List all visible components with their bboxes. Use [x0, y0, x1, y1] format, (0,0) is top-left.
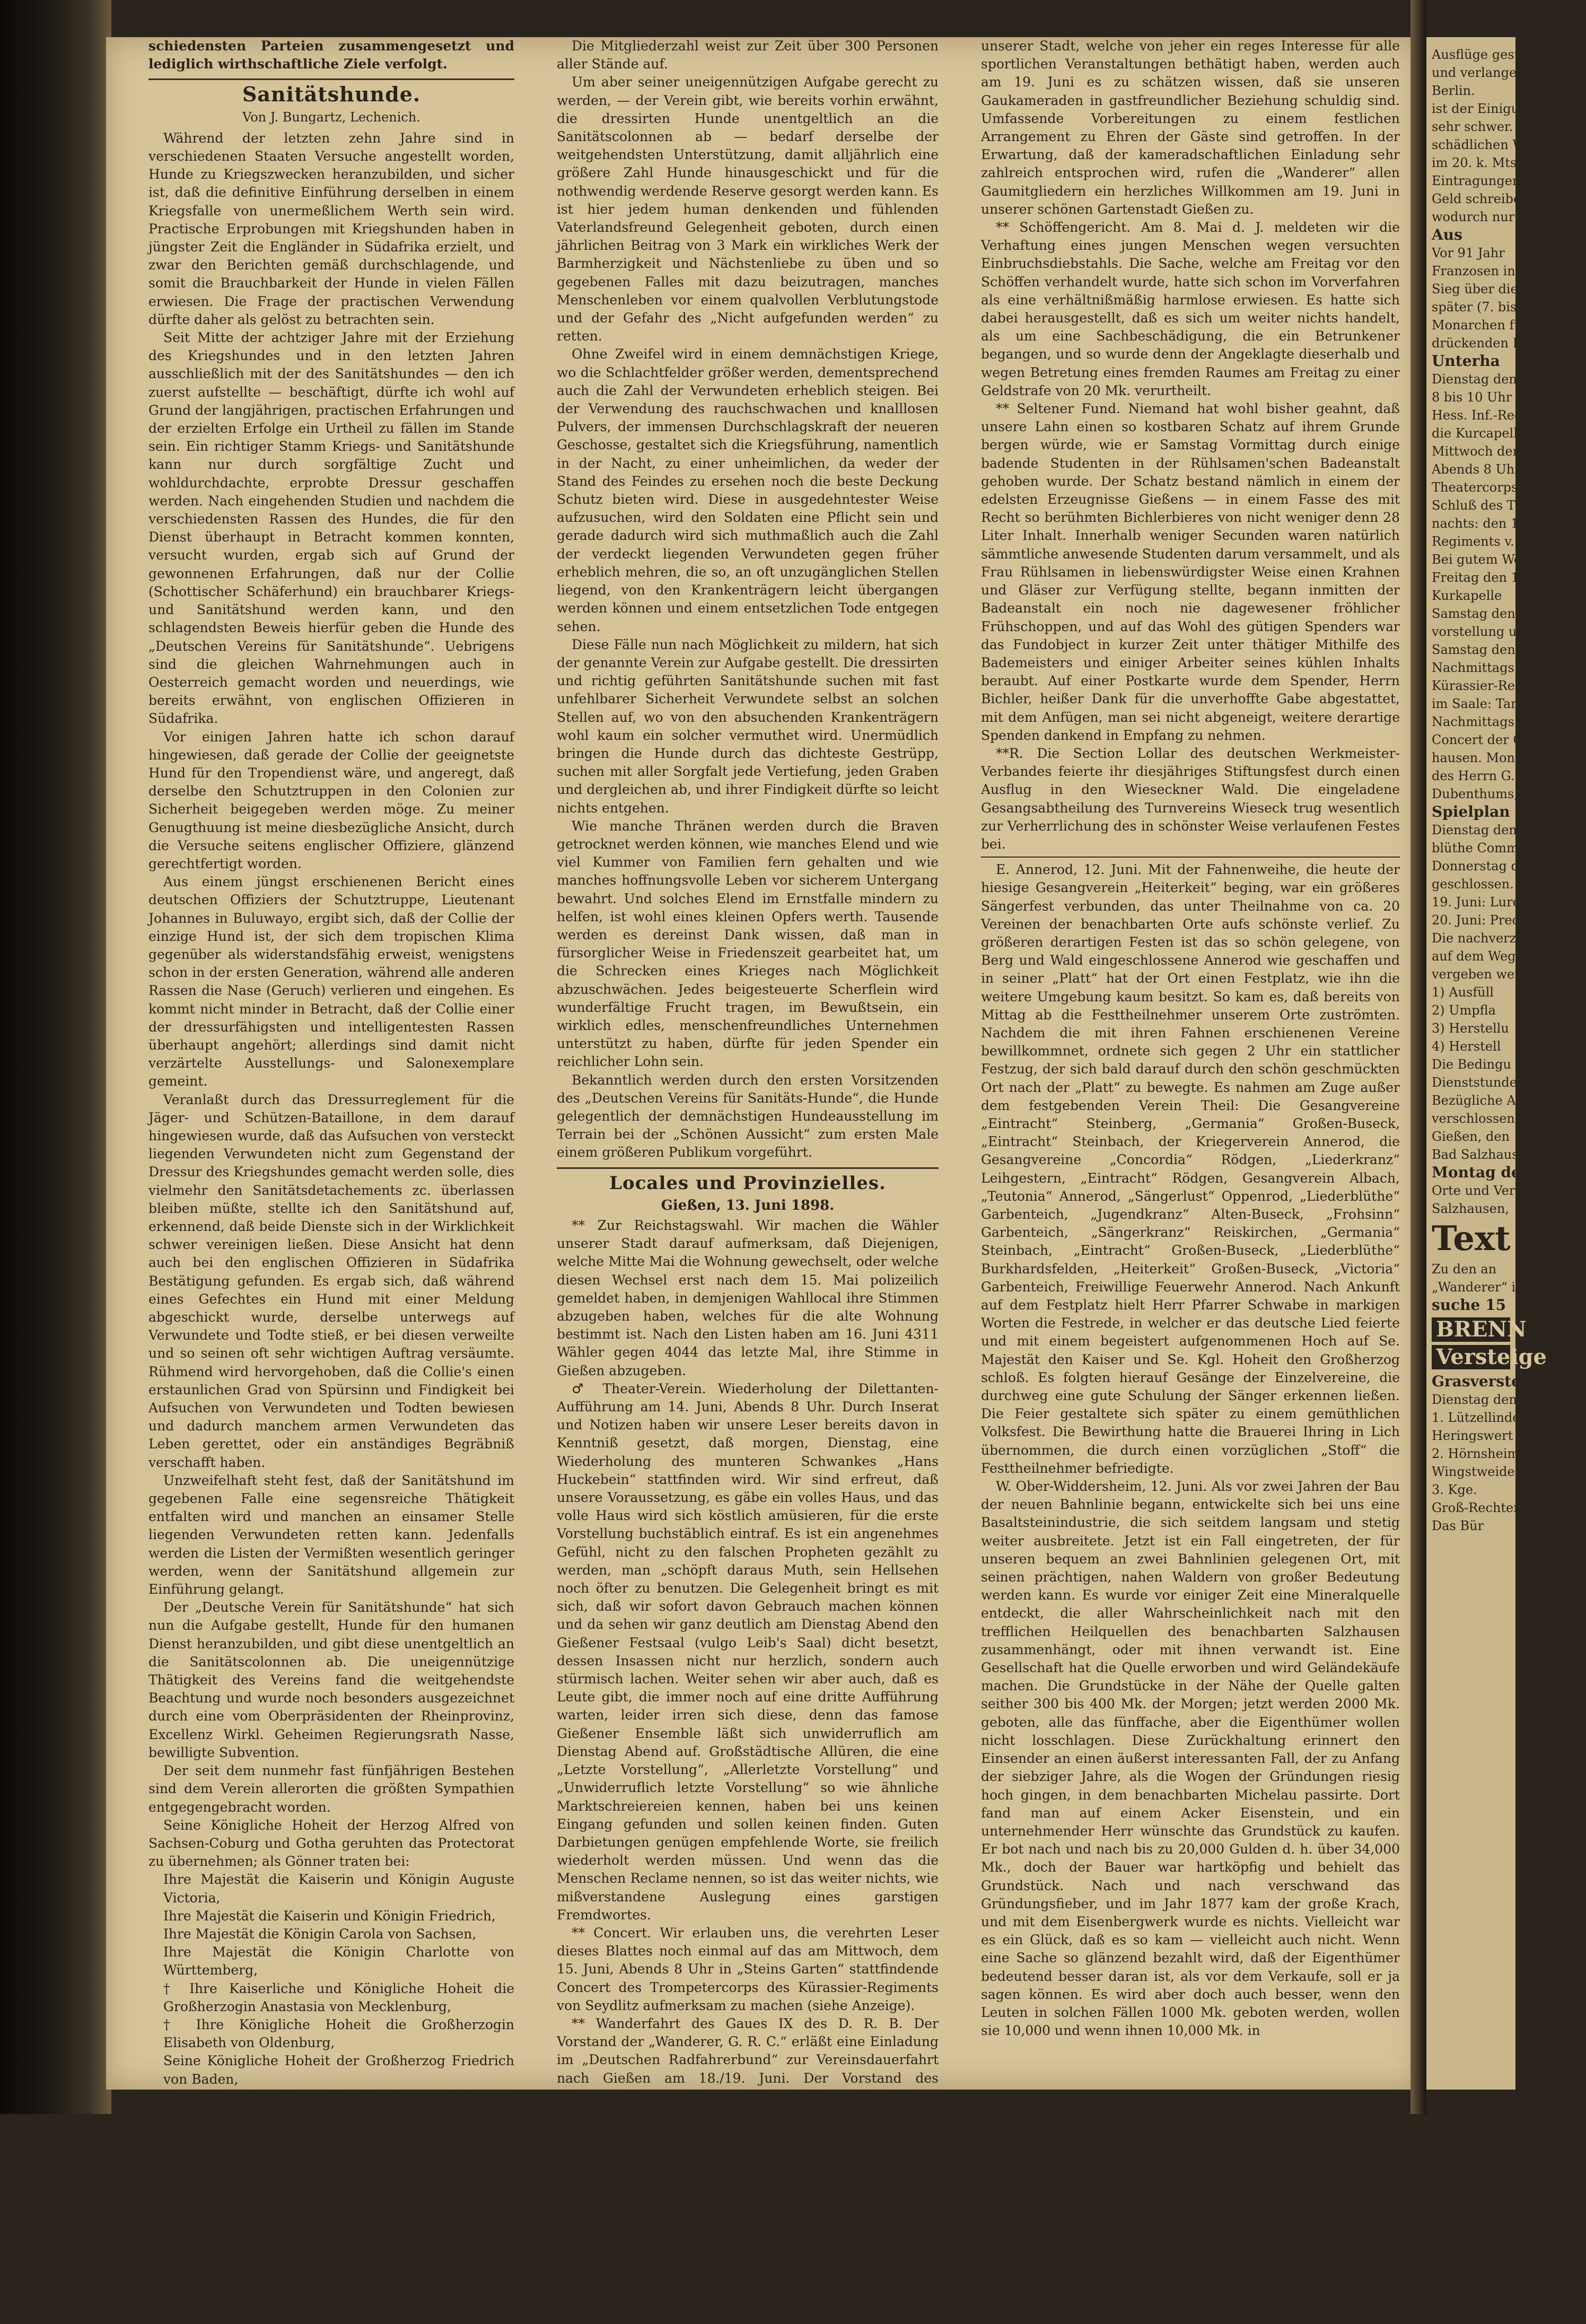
edge-line: Hess. Inf.-Regts.: [1432, 408, 1538, 423]
edge-line: Die nachverz: [1432, 931, 1517, 946]
edge-text-block: [1426, 37, 1586, 1543]
edge-line: Gießen, den: [1432, 1129, 1510, 1144]
news-item: **R. Die Section Lollar des deutschen Werkmeister-Verbandes feierte ihr diesjähriges Stiftungsfest durch einen Ausflug in den Wieseckner Wald. Die eingeladene Gesangsabtheilung des Turnvereins Wieseck trug wesentlich zur Verherrlichung des in schönster Weise verlaufenen Festes bei.: [981, 745, 1400, 852]
edge-ad-banner: BRENN: [1432, 1317, 1510, 1342]
article-paragraph: Diese Fälle nun nach Möglichkeit zu mildern, hat sich der genannte Verein zur Aufgabe gestellt. Die dressirten und richtig geführten Sanitätshunde suchen mit fast unfehlbarer Sicherheit Verwundete selbst an solchen Stellen auf, wo von den absuchenden Krankenträgern wohl kaum ein solcher vermuthet wird. Unermüdlich bringen die Hunde durch das dichteste Gestrüpp, suchen mit aller Sorgfalt jede Vertiefung, jeden Graben und dergleichen ab, und ihrer Findigkeit dürfte so leicht nichts entgehen.: [557, 636, 939, 816]
edge-line: 1. Lützellinden,: [1432, 1410, 1532, 1425]
edge-line: ist der Einigung: [1432, 101, 1536, 116]
edge-ad-banner: Versteige: [1432, 1345, 1510, 1369]
edge-large-heading: Text: [1432, 1219, 1511, 1259]
edge-line: Dienstag den: [1432, 372, 1517, 387]
edge-line: Regiments v. Seyd: [1432, 534, 1550, 549]
edge-line: Groß-Rechtenbach: [1432, 1500, 1553, 1515]
edge-line: Salzhausen,: [1432, 1201, 1509, 1216]
edge-line: Dienstag den: [1432, 1392, 1517, 1407]
newspaper-page: [106, 37, 1421, 2323]
news-item: ** Schöffengericht. Am 8. Mai d. J. meldeten wir die Verhaftung eines jungen Menschen wegen versuchten Einbruchsdiebstahls. Die Sache, welche am Freitag vor den Schöffen verhandelt wurde, hatte sich schon im Vorverfahren als eine verhältnißmäßig harmlose erwiesen. Es hatte sich dabei herausgestellt, daß es sich um weiter nichts handelt, als um eine Sachbeschädigung, die ein Betrunkener begangen, und so wurde denn der Angeklagte dieserhalb und wegen Betretung eines fremden Raumes am Freitag zu einer Geldstrafe von 20 Mk. verurtheilt.: [981, 220, 1400, 398]
article-paragraph: Während der letzten zehn Jahre sind in verschiedenen Staaten Versuche angestellt worden, Hunde zu Kriegszwecken heranzubilden, und sicher ist, daß die definitive Einführung derselben in einem Kriegsfalle von unermeßlichem Werth sein wird. Practische Erprobungen mit Kriegshunden haben in jüngster Zeit die Engländer in Südafrika erzielt, und zwar den Berichten gemäß durchschlagende, und somit die Brauchbarkeit der Hunde in vielen Fällen erwiesen. Die Frage der practischen Verwendung dürfte daher als gelöst zu betrachten sein.: [148, 130, 514, 327]
list-item: Seine Hoheit der Herzog Georg II. von Sachsen-Meiningen,: [163, 2198, 514, 2232]
news-item: ** Concert. Wir erlauben uns, die verehrten Leser dieses Blattes noch einmal auf das am Mittwoch, dem 15. Juni, Abends 8 Uhr in „Steins Garten“ stattfindende Concert des Trompetercorps des Kürassier-Regiments von Seydlitz aufmerksam zu machen (siehe Anzeige).: [557, 1925, 939, 2013]
edge-line: vergeben werden, u: [1432, 967, 1561, 982]
edge-line: schädlichen Weinvert: [1432, 137, 1571, 152]
edge-line: Concert der Capelle: [1432, 732, 1562, 747]
edge-heading: Spielplan der: [1432, 803, 1543, 820]
list-item: Ihre Majestät die Königin Carola von Sachsen,: [163, 1926, 477, 1942]
edge-line: 19. Juni: Lurez: [1432, 895, 1527, 910]
edge-line: verschlossen und mit: [1432, 1111, 1569, 1126]
list-item: Seine Königliche Hoheit der Prinzregent Albrecht von Braunschweig,: [163, 2126, 514, 2160]
edge-line: drückenden Beding: [1432, 336, 1558, 351]
list-item: Seine Hoheit der Herzog Ernst von Sachsen-Altenburg,: [163, 2162, 514, 2196]
edge-line: Sieg über die Ver: [1432, 282, 1544, 296]
edge-line: 2. Hörnsheim,: [1432, 1446, 1523, 1461]
edge-line: 2) Umpfla: [1432, 1003, 1496, 1018]
edge-line: Donnerstag den 16: [1432, 859, 1555, 873]
article-paragraph: Veranlaßt durch das Dressurreglement für die Jäger- und Schützen-Bataillone, in dem darauf hingewiesen wurde, daß das Aufsuchen von versteckt liegenden Verwundeten nicht zum Gegenstand der Dressur des Kriegshundes gemacht werden solle, dies vielmehr den Sanitätsdetachements zc. überlassen bleiben müßte, stellte ich den Sanitätshund auf, erkennend, daß beide Dienste sich in der Wirklichkeit schwer vereinigen ließen. Diese Ansicht hat denn auch bei den englischen Offizieren in Südafrika Bestätigung gefunden. Es ergab sich, daß während eines Gefechtes ein Hund mit einer Meldung abgeschickt wurde, derselbe unterwegs auf Verwundete und Todte stieß, er bei diesen verweilte und so seinen oft sehr wichtigen Auftrag versäumte. Rühmend wird hervorgehoben, daß die Collie's einen erstaunlichen Grad von Spürsinn und Findigkeit bei Aufsuchen von Verwundeten und Todten bewiesen und dadurch manchem armen Verwundeten das Leben gerettet, oder ein anständiges Begräbniß verschafft haben.: [148, 1091, 514, 1470]
list-item: Seine Durchlaucht Fürst zu Wied, Kaiserlicher Commissar und Militär-Inspecteur der Vereine zur Pflege im Felde verwundeter und erkrankter Krieger.: [163, 2252, 514, 2323]
list-item: † Ihre Königliche Hoheit die Großherzogin Elisabeth von Oldenburg,: [163, 2016, 514, 2051]
edge-line: Ausflüge gestellt w: [1432, 47, 1555, 62]
column-2: [557, 37, 939, 2232]
list-item: Ihre Majestät die Königin Charlotte von Württemberg,: [163, 1944, 514, 1978]
news-item: ♂ Theater-Verein. Wiederholung der Dilettanten-Aufführung am 14. Juni, Abends 8 Uhr. Durch Inserat und Notizen haben wir unsere Leser bereits davon in Kenntniß gesetzt, daß morgen, Dienstag, eine Wiederholung des munteren Schwankes „Hans Huckebein“ stattfinden wird. Wir sind erfreut, daß unsere Voraussetzung, es gäbe ein volles Haus, und das volle Haus wird sich köstlich amüsieren, für die erste Vorstellung buchstäblich eintraf. Es ist ein angenehmes Gefühl, nicht zu den falschen Propheten gezählt zu werden, man „schöpft daraus Muth, sein Hellsehen noch öfter zu benutzen. Die Gelegenheit bringt es mit sich, daß wir sofort davon Gebrauch machen können und da sehen wir ganz deutlich am Dienstag Abend den Gießener Festsaal (vulgo Leib's Saal) dicht besetzt, dessen Insassen nicht nur herzlich, sondern auch stürmisch lachen. Weiter sehen wir aber auch, daß es Leute gibt, die immer noch auf eine dritte Aufführung warten, leider irren sich diese, denn das famose Gießener Ensemble läßt sich unwiderruflich am Dienstag Abend auf. Großstädtische Allüren, die eine „Letzte Vorstellung“, „Allerletzte Vorstellung“ und „Unwiderruflich letzte Vorstellung“ so wie ähnliche Marktschreiereien kennen, haben bei uns keinen Eingang gefunden und sollen keinen finden. Guten Darbietungen genügen empfehlende Worte, sie freilich wiederholt werden müssen. Und wenn das die Menschen Reclame nennen, so ist das weiter nichts, wie mißverstandene Auslegung eines garstigen Fremdwortes.: [557, 1381, 939, 1923]
edge-heading: Unterha: [1432, 352, 1500, 370]
edge-line: „Wanderer“ in: [1432, 1280, 1524, 1295]
edge-line: Bezügliche Ang: [1432, 1093, 1532, 1108]
edge-line: auf dem Wege der: [1432, 949, 1549, 964]
edge-line: 3) Herstellu: [1432, 1021, 1509, 1036]
edge-line: Nachmittags von 4: [1432, 714, 1554, 729]
patron-list: [148, 1871, 514, 2324]
article-paragraph: Bekanntlich werden durch den ersten Vorsitzenden des „Deutschen Vereins für Sanitäts-Hunde“, die Hunde gelegentlich der demnächstigen Hundeausstellung im Terrain bei der „Schönen Aussicht“ zum ersten Male einem größeren Publikum vorgeführt.: [557, 1072, 939, 1160]
edge-line: hausen. Montag d: [1432, 750, 1548, 765]
item-divider: [981, 857, 1400, 858]
edge-line: Samstag den 18.: [1432, 606, 1540, 621]
edge-line: Wingstweide: [1432, 1464, 1515, 1479]
edge-heading: Montag de: [1432, 1164, 1521, 1181]
section-divider: [557, 1167, 939, 1169]
edge-line: Schluß des Theaters: [1432, 498, 1564, 513]
edge-line: vorstellung unter: [1432, 624, 1544, 639]
carryover-text: schiedensten Parteien zusammengesetzt und lediglich wirthschaftliche Ziele verfolgt.: [148, 38, 514, 72]
edge-line: Dubenthums, 20 den: [1432, 787, 1566, 801]
edge-line: Bei gutem Wetter: [1432, 552, 1546, 567]
edge-line: Kürassier-Regiments: [1432, 678, 1567, 693]
list-item: Ihre Majestät die Kaiserin und Königin Auguste Victoria,: [163, 1872, 514, 1906]
list-item: Seine Königliche Hoheit der Großherzog Peter von Oldenburg,: [163, 2089, 514, 2123]
edge-line: Berlin.: [1432, 83, 1475, 98]
article-paragraph: Unzweifelhaft steht fest, daß der Sanitätshund im gegebenen Falle eine segensreiche Thätigkeit entfalten wird und manchen an einsamer Stelle liegenden Verwundeten retten kann. Jedenfalls werden die Listen der Vermißten wesentlich geringer werden, wenn der Sanitätshund allgemein zur Einführung gelangt.: [148, 1472, 514, 1597]
article-paragraph: Seit Mitte der achtziger Jahre mit der Erziehung des Kriegshundes und in den letzten Jahren ausschließlich mit der des Sanitätshundes — den ich zuerst aufstellte — beschäftigt, dürfte ich wohl auf Grund der langjährigen, practischen Erfahrungen und der erzielten Erfolge ein Urtheil zu fällen im Stande sein. Ein richtiger Stamm Kriegs- und Sanitätshunde kann nur durch sorgfältige Zucht und wohldurchdachte, erprobte Dressur geschaffen werden. Nach eingehenden Studien und nachdem die verschiedensten Rassen des Hundes, die für den Dienst überhaupt in Betracht kommen konnten, versucht wurden, ergab sich auf Grund der gewonnenen Erfahrungen, daß nur der Collie (Schottischer Schäferhund) ein brauchbarer Kriegs- und Sanitätshund werden kann, und den schlagendsten Beweis hierfür geben die Hunde des „Deutschen Vereins für Sanitätshunde“. Uebrigens sind die gleichen Wahrnehmungen auch in Oesterreich gemacht worden und neuerdings, wie bereits erwähnt, von englischen Offizieren in Südafrika.: [148, 330, 514, 727]
edge-line: 1) Ausfüll: [1432, 985, 1494, 1000]
edge-line: Kurkapelle: [1432, 588, 1502, 603]
article-paragraph: Wie manche Thränen werden durch die Braven getrocknet werden können, wie manches Elend und wie viel Kummer von Familien fern gehalten und wie manches hoffnungsvolle Leben vor sicherem Untergang bewahrt. Und solches Elend im Ernstfalle mindern zu helfen, ist wohl eines kleinen Opfers werth. Tausende werden es dereinst Dank wissen, daß man in fürsorglicher Weise in Friedenszeit gearbeitet hat, um die Schrecken eines Krieges nach Möglichkeit abzuschwächen. Jedes beigesteuerte Scherflein wird wunderfältige Frucht tragen, im Bewußtsein, ein wirklich edles, menschenfreundliches Unternehmen unterstützt zu haben, dürfte für jeden Spender ein reichlicher Lohn sein.: [557, 818, 939, 1070]
news-item: ** Zur Reichstagswahl. Wir machen die Wähler unserer Stadt darauf aufmerksam, daß Diejenigen, welche Mitte Mai die Wohnung gewechselt, oder welche diesen Wechsel erst nach dem 15. Mai polizeilich gemeldet haben, in demjenigen Wahllocal ihre Stimmen abzugeben haben, welches für die alte Wohnung bestimmt ist. Nach den Listen haben am 16. Juni 4311 Wähler gegen 4044 das letzte Mal, ihre Stimme in Gießen abzugeben.: [557, 1218, 939, 1378]
edge-line: Dienststunden auf: [1432, 1075, 1550, 1090]
edge-line: im Saale: Tanz: [1432, 696, 1526, 711]
list-item: Ihre Majestät die Kaiserin und Königin Friedrich,: [163, 1908, 496, 1924]
edge-line: Abends 8 Uhr:: [1432, 462, 1525, 477]
book-binding-left: [0, 0, 111, 2114]
edge-line: Franzosen in den: [1432, 264, 1544, 278]
edge-line: Mittwoch den 15.: [1432, 444, 1545, 459]
edge-line: wodurch nur der Bunde: [1432, 209, 1586, 224]
edge-line: Orte und Vereine: [1432, 1183, 1543, 1198]
edge-line: Zu den an: [1432, 1262, 1497, 1277]
article-paragraph: Der „Deutsche Verein für Sanitätshunde“ hat sich nun die Aufgabe gestellt, Hunde für den humanen Dienst heranzubilden, und gibt diese unentgeltlich an die Sanitätscolonnen ab. Die uneigennützige Thätigkeit des Vereins fand die weitgehendste Beachtung und wurde noch besonders ausgezeichnet durch eine vom Oberpräsidenten der Rheinprovinz, Excellenz Wirkl. Geheimen Regierungsrath Nasse, bewilligte Subvention.: [148, 1600, 514, 1760]
news-item: ** Seltener Fund. Niemand hat wohl bisher geahnt, daß unsere Lahn einen so kostbaren Schatz auf ihrem Grunde bergen würde, wie er Samstag Vormittag durch einige badende Studenten in der Rühlsamen'schen Badeanstalt gehoben wurde. Der Schatz bestand nämlich in einem der edelsten Erzeugnisse Gießens — in einem Fasse des mit Recht so berühmten Bichlerbieres von nicht weniger denn 28 Liter Inhalt. Innerhalb weniger Secunden waren natürlich sämmtliche anwesende Studenten darum versammelt, und als Frau Rühlsamen in liebenswürdigster Weise einen Krahnen und Gläser zur Verfügung stellte, begann inmitten der Badeanstalt ein noch nie dagewesener fröhlicher Frühschoppen, und auf das Wohl des gütigen Spenders war das Fundobject in kurzer Zeit unter thätiger Mithilfe des Bademeisters und einiger Arbeiter seines kühlen Inhalts beraubt. Auf einer Postkarte wurde dem Spender, Herrn Bichler, heißer Dank für die unverhoffte Gabe abgestattet, mit dem Anfügen, man sei nicht abgeneigt, weitere derartige Spenden dankend in Empfang zu nehmen.: [981, 401, 1400, 743]
edge-line: Freitag den 17. Juni: [1432, 570, 1561, 585]
column-1: [148, 37, 514, 2324]
edge-line: Eintragungen, Angel: [1432, 173, 1566, 188]
edge-line: Dienstag den 1: [1432, 823, 1529, 837]
section-title: Locales und Provinzielles.: [609, 1172, 886, 1194]
article-paragraph: Aus einem jüngst erschienenen Bericht eines deutschen Offiziers der Schutztruppe, Lieutenant Johannes in Buluwayo, ergibt sich, daß der Collie der einzige Hund ist, der sich dem tropischen Klima gegenüber als widerstandsfähig erweist, wenigstens schon in der ersten Generation, während alle anderen Rassen die Nase (Geruch) verlieren und eingehen. Es kommt nicht minder in Betracht, daß der Collie einer der dressurfähigsten und intelligentesten Rassen überhaupt angehört; allerdings sind damit nicht verzärtelte Ausstellungs- und Salonexemplare gemeint.: [148, 874, 514, 1089]
list-item: Seine Königliche Hoheit der Großherzog Friedrich von Baden,: [163, 2053, 514, 2087]
edge-line: sehr schwer.: [1432, 119, 1513, 134]
edge-line: des Herrn G. W.: [1432, 768, 1534, 783]
news-item: E. Annerod, 12. Juni. Mit der Fahnenweihe, die heute der hiesige Gesangverein „Heiterkeit“ beging, war ein größeres Sängerfest verbunden, das unter Theilnahme von ca. 20 Vereinen der benachbarten Orte aufs schönste verlief. Zu größeren derartigen Festen ist das so schön gelegene, von Berg und Wald eingeschlossene Annerod wie geschaffen und in seiner „Platt“ hat der Ort einen Festplatz, wie ihn die weitere Umgebung kaum besitzt. So kam es, daß bereits von Mittag ab die Festtheilnehmer unserem Orte zuströmten. Nachdem die mit ihren Fahnen erschienenen Vereine bewillkommnet, ordnete sich gegen 2 Uhr ein stattlicher Festzug, der sich bald darauf durch den schön geschmückten Ort nach der „Platt“ zu bewegte. Es nahmen am Zuge außer dem festgebenden Verein Theil: Die Gesangvereine „Eintracht“ Steinberg, „Germania“ Großen-Buseck, „Eintracht“ Steinbach, der Kriegerverein Annerod, die Gesangvereine „Concordia“ Rödgen, „Liederkranz“ Leihgestern, „Eintracht“ Rödgen, Gesangverein Albach, „Teutonia“ Annerod, „Sängerlust“ Oppenrod, „Liederblüthe“ Garbenteich, „Jugendkranz“ Alten-Buseck, „Frohsinn“ Garbenteich, „Sängerkranz“ Reiskirchen, „Germania“ Steinbach, „Eintracht“ Großen-Buseck, „Liederblüthe“ Burkhardsfelden, „Heiterkeit“ Großen-Buseck, „Victoria“ Garbenteich, Freiwillige Feuerwehr Annerod. Nach Ankunft auf dem Festplatz hielt Herr Pfarrer Schwabe in markigen Worten die Festrede, in welcher er das deutsche Lied feierte und mit einem begeistert aufgenommenen Hoch auf Se. Majestät den Kaiser und Se. Kgl. Hoheit den Großherzog schloß. Es folgten hierauf Gesänge der Einzelvereine, die durchweg eine gute Schulung der Sänger erkennen ließen. Die Feier gestaltete sich später zu einem gemüthlichen Volksfest. Die Bewirthung hatte die Brauerei Ihring in Lich übernommen, die durch einen vorzüglichen „Stoff“ die Festtheilnehmer befriedigte.: [981, 862, 1400, 1476]
edge-line: Nachmittags von 3: [1432, 660, 1554, 675]
news-item: unserer Stadt, welche von jeher ein reges Interesse für alle sportlichen Veranstaltungen bethätigt haben, werden auch am 19. Juni es zu schätzen wissen, daß sie unseren Gaukameraden in gastfreundlicher Beziehung schuldig sind. Umfassende Vorbereitungen zu einem festlichen Arrangement zu Ehren der Gäste sind getroffen. In der Erwartung, daß der kameradschaftlichen Einladung sehr zahlreich entsprochen wird, rufen die „Wanderer“ allen Gaumitgliedern ein herzliches Willkommen am 19. Juni in unserer schönen Gartenstadt Gießen zu.: [981, 38, 1400, 217]
edge-heading: Grasverste: [1432, 1373, 1521, 1390]
edge-line: blüthe Comm: [1432, 841, 1519, 855]
edge-line: Samstag den 18.: [1432, 642, 1540, 657]
edge-line: geschlossen. Samst: [1432, 877, 1558, 892]
edge-line: 3. Kge.: [1432, 1482, 1477, 1497]
article-paragraph: Ohne Zweifel wird in einem demnächstigen Kriege, wo die Schlachtfelder größer werden, dementsprechend auch die Zahl der Verwundeten erheblich steigen. Bei der Verwendung des rauchschwachen und knalllosen Pulvers, der immensen Durchschlagskraft der neueren Geschosse, gestaltet sich die Kriegsführung, namentlich in der Nacht, zu einer unheimlichen, da weder der Stand des Feindes zu ersehen noch die beste Deckung Schutz bieten wird. Diese in ausgedehntester Weise aufzusuchen, wird den Soldaten eine Pflicht sein und gerade dadurch wird sich muthmaßlich auch die Zahl der verdeckt liegenden Verwundeten gegen früher erheblich mehren, die so, an oft unzugänglichen Stellen liegend, von den Krankenträgern leicht übergangen werden können und einem entsetzlichen Tode entgegen sehen.: [557, 346, 939, 634]
book-gutter-right: [1410, 0, 1426, 2114]
edge-line: nachts: den 16.: [1432, 516, 1531, 531]
article-title: Sanitätshunde.: [242, 82, 421, 107]
edge-line: Vor 91 Jahr: [1432, 246, 1505, 260]
edge-heading: suche 15: [1432, 1296, 1506, 1314]
list-item: Seine Hoheit der Herzog Friedrich von Anhalt,: [163, 2234, 479, 2250]
edge-heading: Aus: [1432, 226, 1462, 243]
adjacent-page-edge: [1426, 37, 1586, 2090]
edge-line: Bad Salzhausen: [1432, 1147, 1535, 1162]
edge-line: Das Bür: [1432, 1518, 1484, 1533]
article-paragraph: Der seit dem nunmehr fast fünfjährigen Bestehen sind dem Verein allerorten die größten Sympathien entgegengebracht worden.: [148, 1763, 514, 1815]
column-3: [981, 37, 1400, 2040]
edge-line: 20. Juni: Precios: [1432, 913, 1538, 928]
edge-line: 8 bis 10 Uhr auf: [1432, 390, 1537, 405]
column-divider: [148, 78, 514, 80]
edge-line: Theatercorps: [1432, 480, 1518, 495]
edge-line: die Kurcapelle: [1432, 426, 1526, 441]
news-item: W. Ober-Widdersheim, 12. Juni. Als vor zwei Jahren der Bau der neuen Bahnlinie begann, entwickelte sich bei uns eine Basaltsteinindustrie, die sich seitdem langsam und stetig weiter ausbreitete. Jetzt ist ein Fall eingetreten, der für unseren bequem an zwei Bahnlinien gelegenen Ort, mit seinen prächtigen, nahen Waldern von großer Bedeutung werden kann. Es wurde vor einiger Zeit eine Mineralquelle entdeckt, die aller Wahrscheinlichkeit nach mit den trefflichen Heilquellen des benachbarten Salzhausen zusammenhängt, oder mit ihnen verwandt ist. Eine Gesellschaft hat die Quelle erworben und wird Geländekäufe machen. Die Grundstücke in der Nähe der Quelle galten seither 300 bis 400 Mk. der Morgen; jetzt werden 2000 Mk. geboten, alle das fünffache, aber die Eigenthümer wollen nicht losschlagen. Diese Zurückhaltung erinnert den Einsender an einen äußerst interessanten Fall, der zu Anfang der siebziger Jahre, als die Wogen der Gründungen riesig hoch gingen, in dem benachbarten Michelau passirte. Dort fand man auf einem Acker Eisenstein, und ein unternehmender Herr wünschte das Grundstück zu kaufen. Er bot nach und nach bis zu 20,000 Gulden d. h. über 34,000 Mk., doch der Bauer war hartköpfig und behielt das Grundstück. Nach und nach verschwand das Gründungsfieber, und im Jahr 1877 kam der große Krach, und mit dem Eisenbergwerk wurde es nichts. Vielleicht war es ein Glück, daß es so kam — vielleicht auch nicht. Wenn eine Sache so glänzend bezahlt wird, daß der Eigenthümer bedeutend besser daran ist, als vor dem Verkaufe, soll er ja sagen können. Es wird aber doch auch besser, wenn den Leuten in solchen Fällen 1000 Mk. geboten werden, wollen sie 10,000 und wenn ihnen 10,000 Mk. in: [981, 1479, 1400, 2039]
edge-line: Heringswert: [1432, 1428, 1513, 1443]
news-item: ** Wanderfahrt des Gaues IX des D. R. B. Der Vorstand der „Wanderer, G. R. C.“ erläßt eine Einladung im „Deutschen Radfahrerbund“ zur Vereinsdauerfahrt nach Gießen am 18./19. Juni. Der Vorstand des Wanderer spricht seine Freude aus, daß der Gauvorstand dem auf dem Herbstgautage vor. Jahres in Nauheim gestellten und angenommenen Antrage — alljährlich mindestens eine seiner größeren Veranstaltungen in die hiesige Gegend (Nordbezirk) zu verlegen — so schnell durch die Festsetzung dieser Wanderfahrt nach Gießen entsprochen hat. Die Bewohner: [557, 2015, 939, 2231]
dateline: Gießen, 13. Juni 1898.: [661, 1197, 835, 1213]
edge-line: und verlangen 50,0: [1432, 65, 1557, 80]
list-item: † Ihre Kaiserliche und Königliche Hoheit die Großherzogin Anastasia von Mecklenburg,: [163, 1980, 514, 2014]
article-paragraph: Vor einigen Jahren hatte ich schon darauf hingewiesen, daß gerade der Collie der geeignetste Hund für den Tropendienst wäre, und angeregt, daß derselbe den Schutztruppen in den Colonien zur Sicherheit beigegeben werden möge. Zu meiner Genugthuung ist meine diesbezügliche Ansicht, durch die Versuche seitens englischer Offiziere, glänzend gerechtfertigt worden.: [148, 729, 514, 871]
edge-line: Monarchen für: [1432, 318, 1529, 333]
edge-line: 4) Herstell: [1432, 1039, 1501, 1054]
article-paragraph: Die Mitgliederzahl weist zur Zeit über 300 Personen aller Stände auf.: [557, 38, 939, 72]
edge-line: im 20. k. Mts.: [1432, 155, 1521, 170]
article-byline: Von J. Bungartz, Lechenich.: [242, 109, 420, 125]
edge-line: später (7. bis 9.: [1432, 300, 1533, 314]
article-paragraph: Seine Königliche Hoheit der Herzog Alfred von Sachsen-Coburg und Gotha geruhten das Protectorat zu übernehmen; als Gönner traten bei:: [148, 1817, 514, 1869]
edge-line: Geld schreiben und: [1432, 191, 1558, 206]
edge-line: Die Bedingu: [1432, 1057, 1511, 1072]
article-paragraph: Um aber seiner uneigennützigen Aufgabe gerecht zu werden, — der Verein gibt, wie bereits vorhin erwähnt, die dressirten Hunde unentgeltlich an die Sanitätscolonnen ab — bedarf derselbe der weitgehendsten Unterstützung, damit alljährlich eine größere Zahl Hunde hinausgeschickt und für die nothwendig werdende Reserve gesorgt werden kann. Es ist hier jedem human denkenden und fühlenden Vaterlandsfreund Gelegenheit geboten, durch einen jährlichen Beitrag von 3 Mark ein wirkliches Werk der Barmherzigkeit und Nächstenliebe zu üben und so gegebenen Falles mit dazu beizutragen, manches Menschenleben vor einem qualvollen Verblutungstode und der Gefahr des „Nicht aufgefunden werden“ zu retten.: [557, 74, 939, 344]
